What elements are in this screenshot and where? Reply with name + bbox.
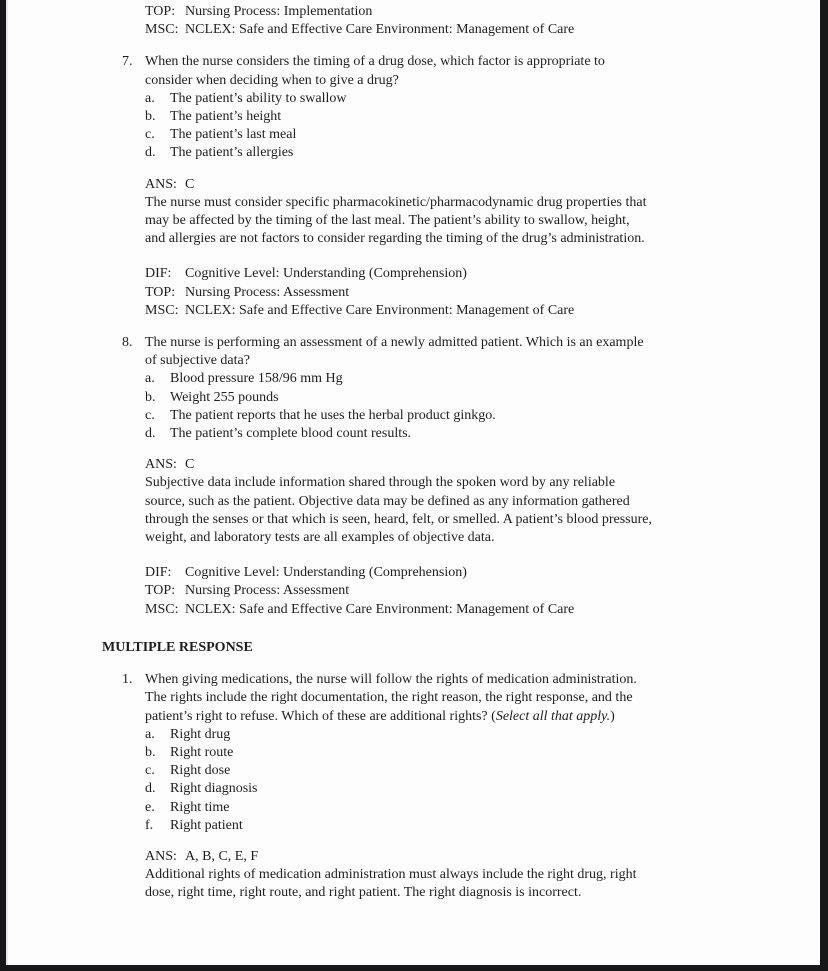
- option-text: Right time: [170, 799, 230, 815]
- answer-option: [145, 370, 820, 388]
- answer-option: [145, 108, 820, 126]
- explanation-line: The nurse must consider specific pharmacokinetic/pharmacodynamic drug properties that: [145, 194, 647, 210]
- option-text: The patient’s complete blood count results.: [170, 426, 412, 442]
- question-body: [145, 334, 820, 443]
- answer-value: C: [185, 176, 195, 192]
- explanation-line: source, such as the patient. Objective data may be defined as any information gathered: [145, 493, 630, 509]
- metadata-line: [145, 3, 820, 21]
- answer-option: [145, 744, 820, 762]
- option-text: The patient reports that he uses the herbal product ginkgo.: [170, 407, 496, 423]
- answer-option: [145, 126, 820, 144]
- answer-option: [145, 780, 820, 798]
- question-number: 1.: [122, 672, 133, 688]
- question-stem-line: [145, 72, 820, 90]
- document-page: [6, 0, 820, 965]
- answer-option: [145, 762, 820, 780]
- metadata-line: [145, 21, 820, 39]
- explanation-line: weight, and laboratory tests are all examples of objective data.: [145, 530, 495, 546]
- answer-block: [8, 456, 820, 547]
- metadata-label: MSC:: [145, 601, 179, 617]
- answer-value: C: [185, 457, 195, 473]
- option-letter: a.: [145, 90, 155, 106]
- question-stem-line: [145, 53, 820, 71]
- option-text: Right diagnosis: [170, 781, 258, 797]
- option-text: The patient’s allergies: [170, 145, 294, 161]
- metadata-label: DIF:: [145, 565, 172, 581]
- metadata-line: [145, 564, 820, 582]
- metadata-line: [145, 601, 820, 619]
- metadata-text: Cognitive Level: Understanding (Comprehension): [185, 565, 467, 581]
- option-letter: c.: [145, 763, 155, 779]
- metadata-label: MSC:: [145, 302, 179, 318]
- explanation-line: may be affected by the timing of the last meal. The patient’s ability to swallow, height,: [145, 213, 630, 229]
- explanation-line: through the senses or that which is seen, heard, felt, or smelled. A patient’s blood pressure,: [145, 511, 653, 527]
- section-heading: MULTIPLE RESPONSE: [102, 639, 253, 655]
- answer-option: [145, 726, 820, 744]
- question-number: 8.: [122, 335, 133, 351]
- option-text: The patient’s last meal: [170, 127, 297, 143]
- option-text: Right patient: [170, 817, 243, 833]
- question-body: [145, 53, 820, 162]
- option-letter: f.: [145, 817, 154, 833]
- metadata-label: TOP:: [145, 284, 176, 300]
- explanation-line: and allergies are not factors to consider regarding the timing of the drug’s administration.: [145, 231, 645, 247]
- metadata-line: [145, 265, 820, 283]
- option-letter: c.: [145, 407, 155, 423]
- stem-text-segment: of subjective data?: [145, 353, 250, 369]
- stem-text-segment: When giving medications, the nurse will follow the rights of medication administration.: [145, 672, 637, 688]
- answer-block: [8, 848, 820, 903]
- option-letter: a.: [145, 371, 155, 387]
- metadata-text: NCLEX: Safe and Effective Care Environment: Management of Care: [185, 22, 575, 38]
- explanation-line: Additional rights of medication administration must always include the right drug, right: [145, 867, 637, 883]
- option-text: Right dose: [170, 763, 231, 779]
- stem-text-segment: consider when deciding when to give a drug?: [145, 72, 399, 88]
- question-number: 7.: [122, 54, 133, 70]
- answer-label: ANS:: [145, 457, 177, 473]
- option-text: The patient’s ability to swallow: [170, 90, 347, 106]
- answer-option: [145, 425, 820, 443]
- option-text: Blood pressure 158/96 mm Hg: [170, 371, 343, 387]
- metadata-line: [145, 284, 820, 302]
- stem-text-segment: Select all that apply.: [495, 708, 611, 724]
- answer-line: [145, 456, 820, 474]
- explanation-line: dose, right time, right route, and right patient. The right diagnosis is incorrect.: [145, 885, 582, 901]
- metadata-label: MSC:: [145, 22, 179, 38]
- option-letter: b.: [145, 744, 156, 760]
- metadata-label: DIF:: [145, 266, 172, 282]
- option-text: Right drug: [170, 726, 231, 742]
- stem-text-segment: ): [610, 708, 615, 724]
- answer-option: [145, 90, 820, 108]
- answer-label: ANS:: [145, 176, 177, 192]
- metadata-text: Nursing Process: Assessment: [185, 583, 350, 599]
- metadata-block: [8, 265, 820, 320]
- metadata-text: Nursing Process: Assessment: [185, 284, 350, 300]
- option-letter: d.: [145, 145, 156, 161]
- explanation-line: Subjective data include information shared through the spoken word by any reliable: [145, 475, 616, 491]
- answer-value: A, B, C, E, F: [185, 848, 259, 864]
- answer-label: ANS:: [145, 848, 177, 864]
- stem-text-segment: When the nurse considers the timing of a drug dose, which factor is appropriate to: [145, 54, 605, 70]
- metadata-block: [8, 564, 820, 619]
- question-stem-line: [145, 352, 820, 370]
- answer-line: [145, 848, 820, 866]
- question-stem-line: [145, 334, 820, 352]
- metadata-label: TOP:: [145, 4, 176, 19]
- option-letter: e.: [145, 799, 155, 815]
- answer-option: [145, 144, 820, 162]
- option-text: Right route: [170, 744, 234, 760]
- answer-option: [145, 389, 820, 407]
- metadata-block: [8, 3, 820, 39]
- question-stem-line: [145, 708, 820, 726]
- answer-option: [145, 799, 820, 817]
- metadata-label: TOP:: [145, 583, 176, 599]
- metadata-text: NCLEX: Safe and Effective Care Environment: Management of Care: [185, 302, 575, 318]
- answer-line: [145, 176, 820, 194]
- option-letter: c.: [145, 127, 155, 143]
- document-content: [8, 0, 820, 903]
- answer-block: [8, 176, 820, 249]
- question-block: [8, 671, 820, 835]
- option-text: Weight 255 pounds: [170, 389, 279, 405]
- question-block: [8, 53, 820, 162]
- stem-text-segment: The rights include the right documentation, the right reason, the right response, and the: [145, 690, 633, 706]
- option-text: The patient’s height: [170, 109, 282, 125]
- stem-text-segment: patient’s right to refuse. Which of these are additional rights? (: [145, 708, 496, 724]
- question-body: [145, 671, 820, 835]
- answer-option: [145, 407, 820, 425]
- metadata-text: NCLEX: Safe and Effective Care Environment: Management of Care: [185, 601, 575, 617]
- question-block: [8, 334, 820, 443]
- metadata-line: [145, 302, 820, 320]
- metadata-text: Nursing Process: Implementation: [185, 4, 373, 19]
- metadata-line: [145, 582, 820, 600]
- stem-text-segment: The nurse is performing an assessment of a newly admitted patient. Which is an example: [145, 335, 644, 351]
- question-stem-line: [145, 671, 820, 689]
- option-letter: d.: [145, 426, 156, 442]
- answer-option: [145, 817, 820, 835]
- option-letter: d.: [145, 781, 156, 797]
- option-letter: a.: [145, 726, 155, 742]
- metadata-text: Cognitive Level: Understanding (Comprehension): [185, 266, 467, 282]
- option-letter: b.: [145, 109, 156, 125]
- option-letter: b.: [145, 389, 156, 405]
- question-stem-line: [145, 689, 820, 707]
